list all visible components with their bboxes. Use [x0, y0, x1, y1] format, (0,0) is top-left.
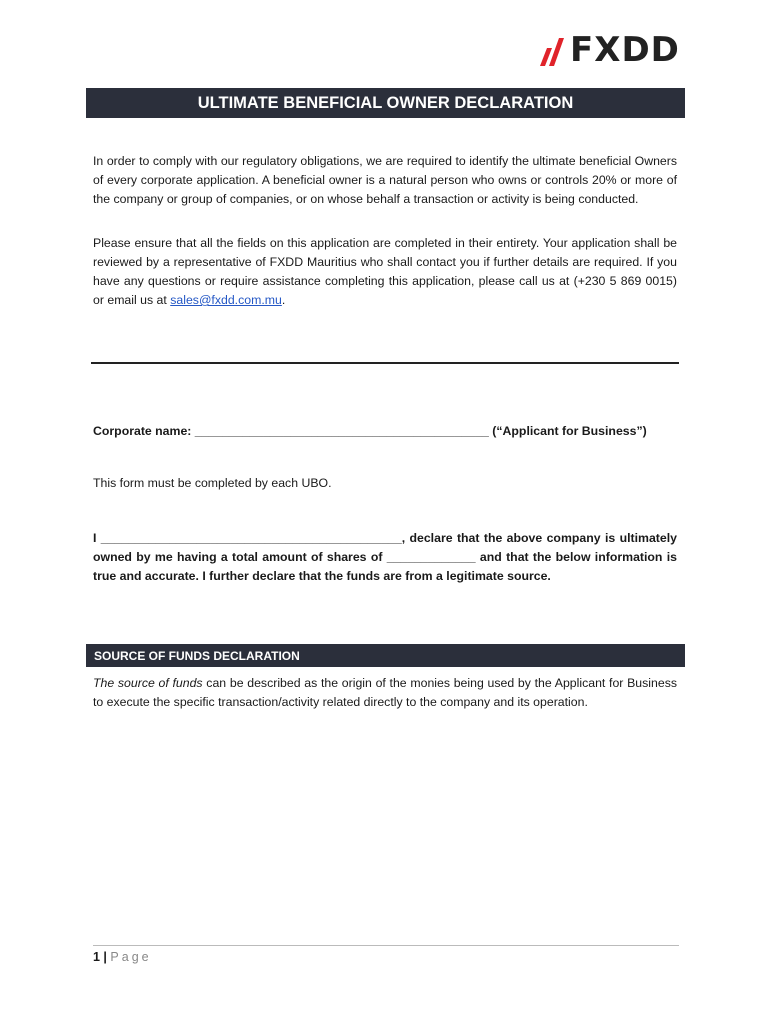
- intro-paragraph-2: [93, 234, 677, 310]
- email-link[interactable]: sales@fxdd.com.mu: [170, 293, 282, 307]
- section-divider: [91, 362, 679, 364]
- intro-paragraph-2-end: .: [281, 293, 286, 307]
- logo-text: FXDD: [570, 30, 680, 70]
- intro-paragraph-2-text: Please ensure that all the fields on this application are completed in their entirety. Your application shall be reviewed by a representative of FXDD Mauritius who shall contact you if further details are required. If you have any questions or require assistance completing this application, please call us at (+230 5 869 0015) or email us at: [93, 236, 677, 307]
- page-label: Page: [110, 950, 152, 964]
- source-of-funds-term: The source of funds: [93, 676, 203, 690]
- ubo-declaration[interactable]: I ____________________________________________, declare that the above company is ultimately owned by me having a total amount of shares of _____________ and that the below information is true and accurate. I further declare that the funds are from a legitimate source.: [93, 531, 677, 583]
- footer-divider: [93, 945, 679, 946]
- source-of-funds-header: SOURCE OF FUNDS DECLARATION: [86, 644, 685, 667]
- page-separator: |: [99, 950, 111, 964]
- source-of-funds-body: can be described as the origin of the monies being used by the Applicant for Business to execute the specific transaction/activity related directly to the company and its operation.: [93, 676, 678, 709]
- source-of-funds-paragraph: [93, 674, 677, 712]
- page-footer: [93, 950, 152, 964]
- form-note: This form must be completed by each UBO.: [93, 476, 332, 490]
- corporate-name-field[interactable]: Corporate name: ___________________________________________ (“Applicant for Business”): [93, 424, 647, 438]
- page-title: ULTIMATE BENEFICIAL OWNER DECLARATION: [86, 88, 685, 118]
- page-number: 1: [93, 950, 100, 964]
- fxdd-logo: [536, 30, 708, 70]
- intro-paragraph-1: In order to comply with our regulatory obligations, we are required to identify the ultimate beneficial Owners of every corporate application. A beneficial owner is a natural person who owns or controls 20% or more of the company or group of companies, or on whose behalf a transaction or activity is being conducted.: [93, 154, 677, 206]
- fxdd-slash-logo-icon: [536, 34, 566, 66]
